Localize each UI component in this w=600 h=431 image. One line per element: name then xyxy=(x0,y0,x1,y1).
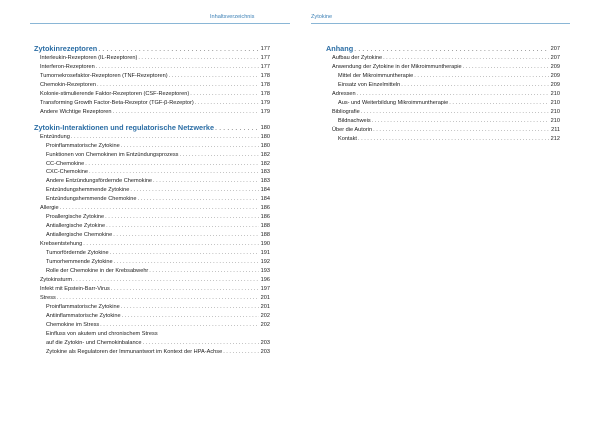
toc-entry-title: Rolle der Chemokine in der Krebsabwehr xyxy=(46,267,149,274)
toc-page-number: 180 xyxy=(260,124,270,131)
dot-leader xyxy=(114,258,259,267)
toc-entry-title: Interferon-Rezeptoren xyxy=(40,63,95,70)
toc-entry-title: Andere Entzündungsfördernde Chemokine xyxy=(46,178,153,185)
toc-entry[interactable] xyxy=(34,312,270,321)
toc-section-heading[interactable] xyxy=(326,44,560,54)
toc-entry-title: Entzündung xyxy=(40,133,70,140)
toc-page-number: 207 xyxy=(550,46,560,52)
toc-entry-title: Zytokinsturm xyxy=(40,276,73,283)
dot-leader xyxy=(383,54,549,63)
dot-leader xyxy=(190,90,259,99)
toc-entry[interactable] xyxy=(34,151,270,160)
toc-page-number: 210 xyxy=(550,99,560,106)
toc-entry[interactable] xyxy=(326,117,560,126)
toc-entry-title: Stress xyxy=(40,294,56,301)
dot-leader xyxy=(215,123,259,133)
toc-entry[interactable] xyxy=(34,54,270,63)
toc-entry-title: Anwendung der Zytokine in der Mikroimmuntherapie xyxy=(332,63,462,70)
toc-page-number: 179 xyxy=(260,99,270,106)
dot-leader xyxy=(357,90,549,99)
toc-entry[interactable] xyxy=(34,99,270,108)
header-rule-left xyxy=(30,23,290,24)
dot-leader xyxy=(89,168,259,177)
toc-page-number: 188 xyxy=(260,223,270,230)
toc-entry[interactable] xyxy=(326,72,560,81)
dot-leader xyxy=(97,81,259,90)
dot-leader xyxy=(83,240,259,249)
dot-leader xyxy=(111,285,259,294)
dot-leader xyxy=(354,44,549,54)
toc-entry-title: Proinflammatorische Zytokine xyxy=(46,142,120,149)
dot-leader xyxy=(100,321,259,330)
toc-entry[interactable] xyxy=(34,285,270,294)
toc-page-number: 183 xyxy=(260,178,270,185)
toc-entry-title: Tumorfördernde Zytokine xyxy=(46,250,109,257)
dot-leader xyxy=(110,249,259,258)
toc-entry-title: Antiallergische Zytokine xyxy=(46,223,106,230)
dot-leader xyxy=(373,126,549,135)
toc-page-number: 178 xyxy=(260,90,270,97)
dot-leader xyxy=(195,99,259,108)
toc-page-number: 186 xyxy=(260,205,270,212)
toc-entry-title: Entzündungshemmende Chemokine xyxy=(46,196,137,203)
running-header-right: Zytokine xyxy=(311,14,333,20)
toc-entry-title: Tumorhemmende Zytokine xyxy=(46,259,113,266)
toc-page-number: 210 xyxy=(550,108,560,115)
toc-entry-title: Zytokine als Regulatoren der Immunantwort im Kontext der HPA-Achse xyxy=(46,348,223,355)
toc-entry-title: Bildnachweis xyxy=(338,117,371,124)
toc-entry[interactable] xyxy=(34,177,270,186)
dot-leader xyxy=(98,44,259,54)
toc-entry[interactable] xyxy=(326,126,560,135)
toc-entry-title: Adressen xyxy=(332,90,356,97)
toc-page-number: 210 xyxy=(550,117,560,124)
toc-entry-title: Antiallergische Chemokine xyxy=(46,232,113,239)
toc-entry-title: CC-Chemokine xyxy=(46,160,85,167)
toc-entry-title: Proinflammatorische Zytokine xyxy=(46,303,120,310)
toc-page-number: 177 xyxy=(260,63,270,70)
toc-page-number: 211 xyxy=(551,126,560,133)
toc-entry[interactable] xyxy=(326,81,560,90)
toc-entry[interactable] xyxy=(326,108,560,117)
dot-leader xyxy=(138,195,260,204)
dot-leader xyxy=(71,133,259,142)
header-rule-right xyxy=(311,23,570,24)
toc-page-number: 184 xyxy=(260,187,270,194)
toc-entry[interactable] xyxy=(34,195,270,204)
dot-leader xyxy=(138,54,259,63)
toc-page-number: 177 xyxy=(260,46,270,52)
dot-leader xyxy=(223,348,259,357)
toc-entry[interactable] xyxy=(34,321,270,330)
dot-leader xyxy=(106,222,259,231)
toc-entry[interactable] xyxy=(34,222,270,231)
dot-leader xyxy=(142,339,259,348)
toc-page-number: 197 xyxy=(260,285,270,292)
toc-entry-title: Krebsentstehung xyxy=(40,241,83,248)
toc-entry[interactable] xyxy=(34,294,270,303)
dot-leader xyxy=(358,135,549,144)
toc-entry-title: Chemokin-Rezeptoren xyxy=(40,81,96,88)
toc-page-number: 180 xyxy=(260,133,270,140)
toc-page-number: 202 xyxy=(260,312,270,319)
dot-leader xyxy=(372,117,549,126)
toc-entry[interactable] xyxy=(34,72,270,81)
toc-entry-title: Zytokin-Interaktionen und regulatorische Netzwerke xyxy=(34,122,215,132)
toc-entry[interactable] xyxy=(34,168,270,177)
dot-leader xyxy=(73,276,259,285)
dot-leader xyxy=(179,151,259,160)
toc-entry-continued: Einfluss von akutem und chronischem Stress xyxy=(46,330,158,337)
toc-page-number: 184 xyxy=(260,196,270,203)
toc-page-number: 202 xyxy=(260,321,270,328)
toc-entry-title: Aufbau der Zytokine xyxy=(332,55,383,61)
toc-page-number: 186 xyxy=(260,214,270,221)
toc-page-number: 178 xyxy=(260,81,270,88)
toc-page-number: 210 xyxy=(550,90,560,97)
toc-entry[interactable] xyxy=(34,339,270,348)
toc-entry[interactable] xyxy=(34,204,270,213)
toc-entry[interactable] xyxy=(326,54,560,63)
toc-page-number: 193 xyxy=(260,267,270,274)
toc-entry[interactable] xyxy=(34,267,270,276)
toc-entry-title: Tumornekrosefaktor-Rezeptoren (TNF-Rezeptoren) xyxy=(40,72,168,79)
toc-entry[interactable] xyxy=(34,90,270,99)
dot-leader xyxy=(121,142,259,151)
toc-entry[interactable] xyxy=(34,348,270,357)
toc-entry[interactable] xyxy=(34,240,270,249)
toc-entry[interactable] xyxy=(34,142,270,151)
toc-page-number: 192 xyxy=(260,259,270,266)
toc-entry[interactable] xyxy=(34,133,270,142)
toc-page-number: 183 xyxy=(260,169,270,176)
toc-page-number: 190 xyxy=(260,241,270,248)
toc-page-number: 207 xyxy=(550,55,560,61)
dot-leader xyxy=(122,312,259,321)
toc-page-number: 203 xyxy=(260,348,270,355)
toc-page-number: 209 xyxy=(550,63,560,70)
toc-entry-title: Bibliografie xyxy=(332,108,360,115)
toc-entry[interactable] xyxy=(34,258,270,267)
dot-leader xyxy=(449,99,549,108)
toc-entry[interactable] xyxy=(34,231,270,240)
toc-page-number: 209 xyxy=(550,81,560,88)
dot-leader xyxy=(113,108,259,117)
toc-entry[interactable] xyxy=(34,81,270,90)
dot-leader xyxy=(401,81,549,90)
dot-leader xyxy=(361,108,549,117)
toc-page-number: 182 xyxy=(260,151,270,158)
toc-entry-title: Einsatz von Einzelmitteln xyxy=(338,81,401,88)
toc-page-number: 180 xyxy=(260,142,270,149)
toc-entry-title: Über die Autorin xyxy=(332,126,373,133)
toc-entry[interactable] xyxy=(34,276,270,285)
toc-entry[interactable] xyxy=(326,135,560,144)
toc-page-number: 203 xyxy=(260,339,270,346)
toc-section-heading[interactable] xyxy=(34,123,270,133)
toc-entry-title: auf die Zytokin- und Chemokinbalance xyxy=(46,339,142,346)
dot-leader xyxy=(57,294,259,303)
dot-leader xyxy=(153,177,259,186)
toc-entry[interactable] xyxy=(34,186,270,195)
toc-left-page xyxy=(34,44,270,357)
toc-page-number: 177 xyxy=(260,55,270,61)
dot-leader xyxy=(121,303,259,312)
toc-page-number: 196 xyxy=(260,276,270,283)
toc-entry-title: Chemokine im Stress xyxy=(46,321,100,328)
toc-entry-title: Aus- und Weiterbildung Mikroimmuntherapie xyxy=(338,99,449,106)
dot-leader xyxy=(463,63,549,72)
toc-entry-title: Zytokinrezeptoren xyxy=(34,44,98,53)
toc-entry[interactable] xyxy=(326,99,560,108)
toc-entry[interactable] xyxy=(34,213,270,222)
toc-page-number: 179 xyxy=(260,108,270,115)
toc-entry-title: Antiinflammatorische Zytokine xyxy=(46,312,121,319)
toc-page-number: 209 xyxy=(550,72,560,79)
toc-entry[interactable] xyxy=(34,249,270,258)
running-header-left: Inhaltsverzeichnis xyxy=(210,14,255,20)
dot-leader xyxy=(130,186,259,195)
toc-entry[interactable] xyxy=(34,303,270,312)
toc-entry-title: Andere Wichtige Rezeptoren xyxy=(40,108,112,115)
dot-leader xyxy=(414,72,549,81)
toc-page-number: 201 xyxy=(260,303,270,310)
toc-entry-title: Interleukin-Rezeptoren (IL-Rezeptoren) xyxy=(40,55,138,61)
toc-section-heading[interactable] xyxy=(34,44,270,54)
toc-right-page xyxy=(326,44,560,144)
toc-entry-title: Entzündungshemmende Zytokine xyxy=(46,187,130,194)
toc-entry[interactable] xyxy=(326,90,560,99)
toc-page-number: 191 xyxy=(260,250,270,257)
dot-leader xyxy=(105,213,259,222)
toc-entry-title: Allergie xyxy=(40,205,59,212)
toc-entry[interactable] xyxy=(34,63,270,72)
dot-leader xyxy=(96,63,259,72)
toc-entry-title: Proallergische Zytokine xyxy=(46,214,105,221)
toc-entry[interactable] xyxy=(326,63,560,72)
toc-entry-title: Mittel der Mikroimmuntherapie xyxy=(338,72,414,79)
dot-leader xyxy=(149,267,259,276)
toc-page-number: 178 xyxy=(260,72,270,79)
toc-page-number: 182 xyxy=(260,160,270,167)
toc-page-number: 212 xyxy=(550,135,560,142)
toc-entry-title: Kolonie-stimulierende Faktor-Rezeptoren (CSF-Rezeptoren) xyxy=(40,90,190,97)
toc-page-number: 188 xyxy=(260,232,270,239)
toc-entry-title: Transforming Growth Factor-Beta-Rezeptor (TGF-β-Rezeptor) xyxy=(40,99,194,106)
toc-entry-title: Kontakt xyxy=(338,135,357,142)
toc-entry-title: Anhang xyxy=(326,44,354,53)
toc-entry-title: Infekt mit Epstein-Barr-Virus xyxy=(40,285,110,292)
dot-leader xyxy=(60,204,259,213)
toc-entry[interactable] xyxy=(34,108,270,117)
dot-leader xyxy=(85,160,259,169)
dot-leader xyxy=(169,72,259,81)
toc-entry-title: Funktionen von Chemokinen im Entzündungsprozess xyxy=(46,151,179,158)
toc-entry-title: CXC-Chemokine xyxy=(46,169,88,176)
toc-entry[interactable] xyxy=(34,160,270,169)
toc-page-number: 201 xyxy=(260,294,270,301)
dot-leader xyxy=(113,231,259,240)
